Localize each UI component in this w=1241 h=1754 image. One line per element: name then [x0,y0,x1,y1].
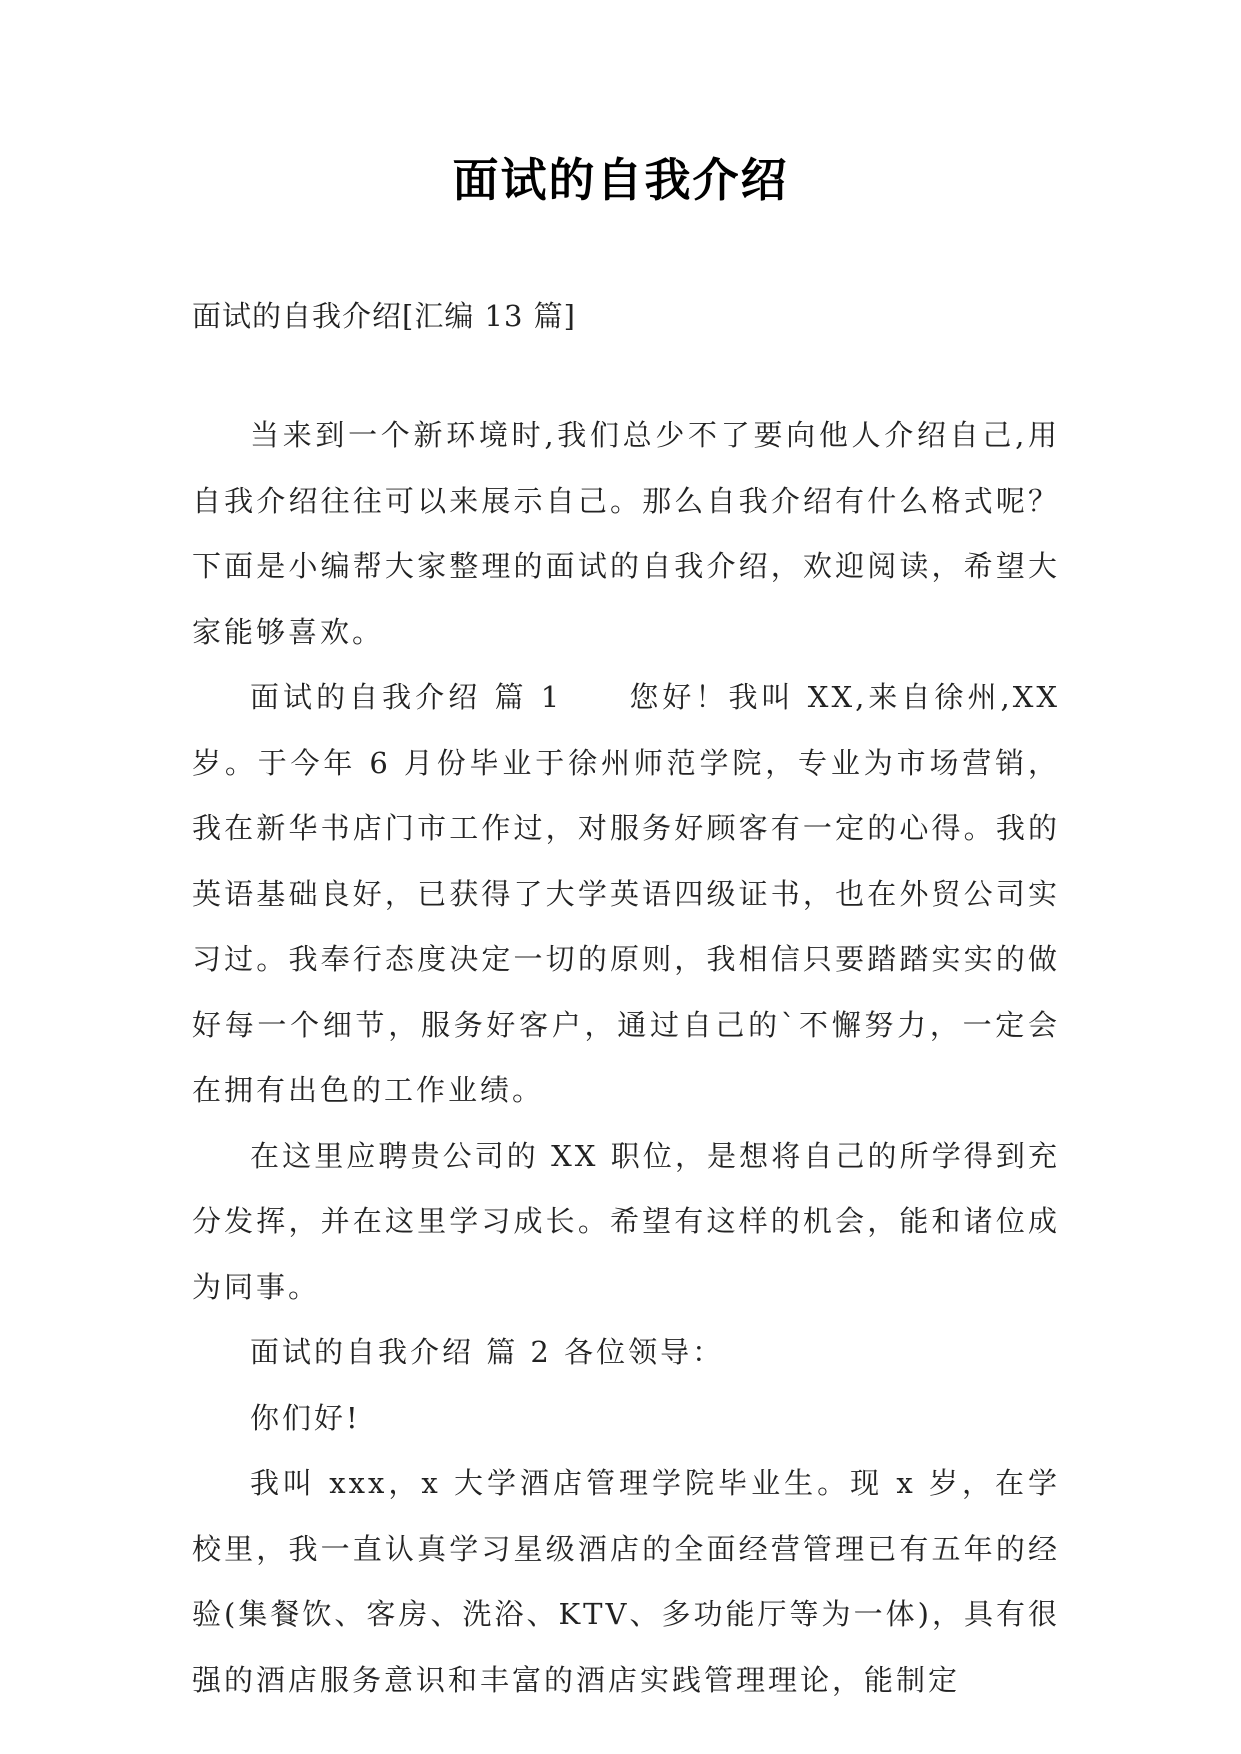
paragraph-section-1: 面试的自我介绍 篇 1 您好！我叫 XX,来自徐州,XX 岁。于今年 6 月份毕业于徐州师范学院，专业为市场营销，我在新华书店门市工作过，对服务好顾客有一定的心得。我的英语基础良好，已获得了大学英语四级证书，也在外贸公司实习过。我奉行态度决定一切的原则，我相信只要踏踏实实的做好每一个细节，服务好客户，通过自己的`不懈努力，一定会在拥有出色的工作业绩。 [192,680,1060,1107]
paragraph-section-2-heading: 面试的自我介绍 篇 2 各位领导： [250,1335,725,1369]
document-body [192,403,1060,1713]
paragraph-section-1-cont: 在这里应聘贵公司的 XX 职位，是想将自己的所学得到充分发挥，并在这里学习成长。希望有这样的机会，能和诸位成为同事。 [192,1138,1060,1304]
document-subtitle: 面试的自我介绍[汇编 13 篇] [192,299,576,333]
paragraph-intro: 当来到一个新环境时,我们总少不了要向他人介绍自己,用自我介绍往往可以来展示自己。那么自我介绍有什么格式呢？下面是小编帮大家整理的面试的自我介绍，欢迎阅读，希望大家能够喜欢。 [192,418,1060,649]
document-title: 面试的自我介绍 [452,153,789,207]
paragraph-greeting: 你们好! [250,1400,361,1435]
paragraph-section-2-body: 我叫 xxx，x 大学酒店管理学院毕业生。现 x 岁，在学校里，我一直认真学习星级酒店的全面经营管理已有五年的经验(集餐饮、客房、洗浴、KTV、多功能厅等为一体)，具有很强的酒店服务意识和丰富的酒店实践管理理论，能制定 [192,1466,1060,1697]
